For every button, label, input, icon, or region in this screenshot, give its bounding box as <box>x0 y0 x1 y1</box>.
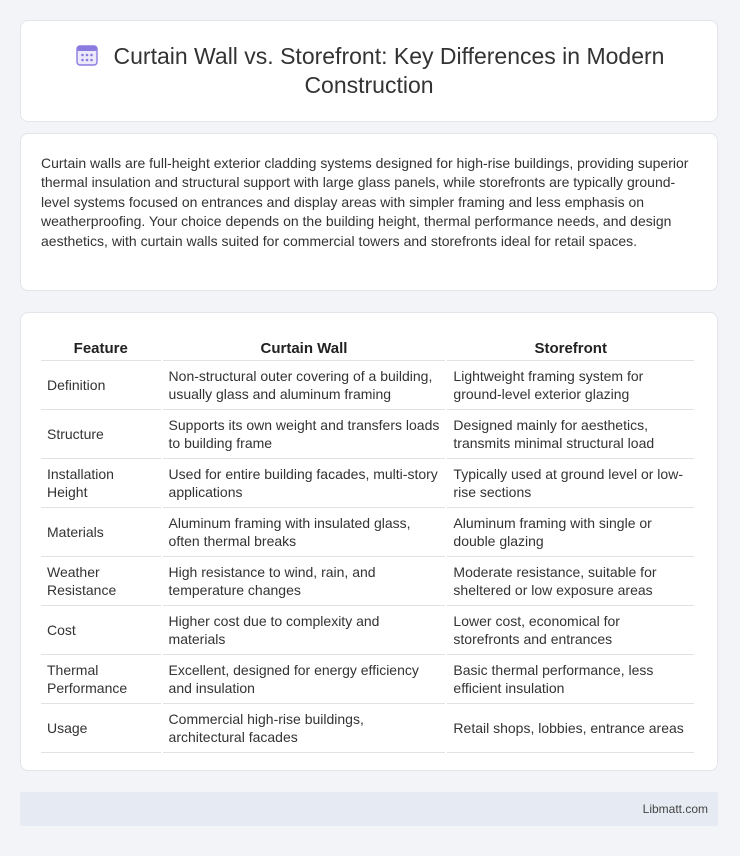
row-storefront: Aluminum framing with single or double glazing <box>447 508 694 557</box>
row-curtain-wall: Non-structural outer covering of a building, usually glass and aluminum framing <box>163 361 446 410</box>
table-row <box>41 459 694 508</box>
calendar-icon <box>74 42 100 68</box>
page-title: Curtain Wall vs. Storefront: Key Differences in Modern Construction <box>113 43 665 98</box>
row-storefront: Retail shops, lobbies, entrance areas <box>447 704 694 753</box>
table-row <box>41 655 694 704</box>
row-curtain-wall: Supports its own weight and transfers loads to building frame <box>163 410 446 459</box>
row-feature: Usage <box>41 704 161 753</box>
header-feature: Feature <box>41 331 161 361</box>
table-row <box>41 508 694 557</box>
table-row <box>41 410 694 459</box>
table-row <box>41 361 694 410</box>
row-curtain-wall: Aluminum framing with insulated glass, often thermal breaks <box>163 508 446 557</box>
row-feature: Weather Resistance <box>41 557 161 606</box>
row-storefront: Basic thermal performance, less efficient insulation <box>447 655 694 704</box>
table-row <box>41 606 694 655</box>
comparison-table-card <box>20 312 718 771</box>
table-header-row <box>41 331 694 361</box>
row-feature: Cost <box>41 606 161 655</box>
intro-paragraph: Curtain walls are full-height exterior cladding systems designed for high-rise buildings, providing superior thermal insulation and structural support with large glass panels, while storefronts are typically ground-level systems focused on entrances and display areas with simpler framing and less emphasis on weatherproofing. Your choice depends on the building height, thermal performance needs, and design aesthetics, with curtain walls suited for commercial towers and storefronts ideal for retail spaces. <box>41 155 689 249</box>
row-storefront: Moderate resistance, suitable for sheltered or low exposure areas <box>447 557 694 606</box>
footer-brand-link[interactable]: Libmatt.com <box>642 802 708 816</box>
title-block <box>59 42 679 100</box>
header-storefront: Storefront <box>447 331 694 361</box>
row-storefront: Typically used at ground level or low-rise sections <box>447 459 694 508</box>
row-curtain-wall: Commercial high-rise buildings, architectural facades <box>163 704 446 753</box>
row-feature: Materials <box>41 508 161 557</box>
footer <box>20 792 718 826</box>
row-curtain-wall: High resistance to wind, rain, and temperature changes <box>163 557 446 606</box>
row-storefront: Designed mainly for aesthetics, transmits minimal structural load <box>447 410 694 459</box>
row-feature: Installation Height <box>41 459 161 508</box>
intro-card <box>20 133 718 291</box>
title-card <box>20 20 718 122</box>
row-curtain-wall: Higher cost due to complexity and materials <box>163 606 446 655</box>
table-row <box>41 704 694 753</box>
comparison-table <box>39 331 696 753</box>
row-storefront: Lower cost, economical for storefronts and entrances <box>447 606 694 655</box>
header-curtain-wall: Curtain Wall <box>163 331 446 361</box>
row-feature: Structure <box>41 410 161 459</box>
row-curtain-wall: Excellent, designed for energy efficiency and insulation <box>163 655 446 704</box>
row-curtain-wall: Used for entire building facades, multi-story applications <box>163 459 446 508</box>
row-feature: Definition <box>41 361 161 410</box>
row-storefront: Lightweight framing system for ground-level exterior glazing <box>447 361 694 410</box>
row-feature: Thermal Performance <box>41 655 161 704</box>
table-row <box>41 557 694 606</box>
